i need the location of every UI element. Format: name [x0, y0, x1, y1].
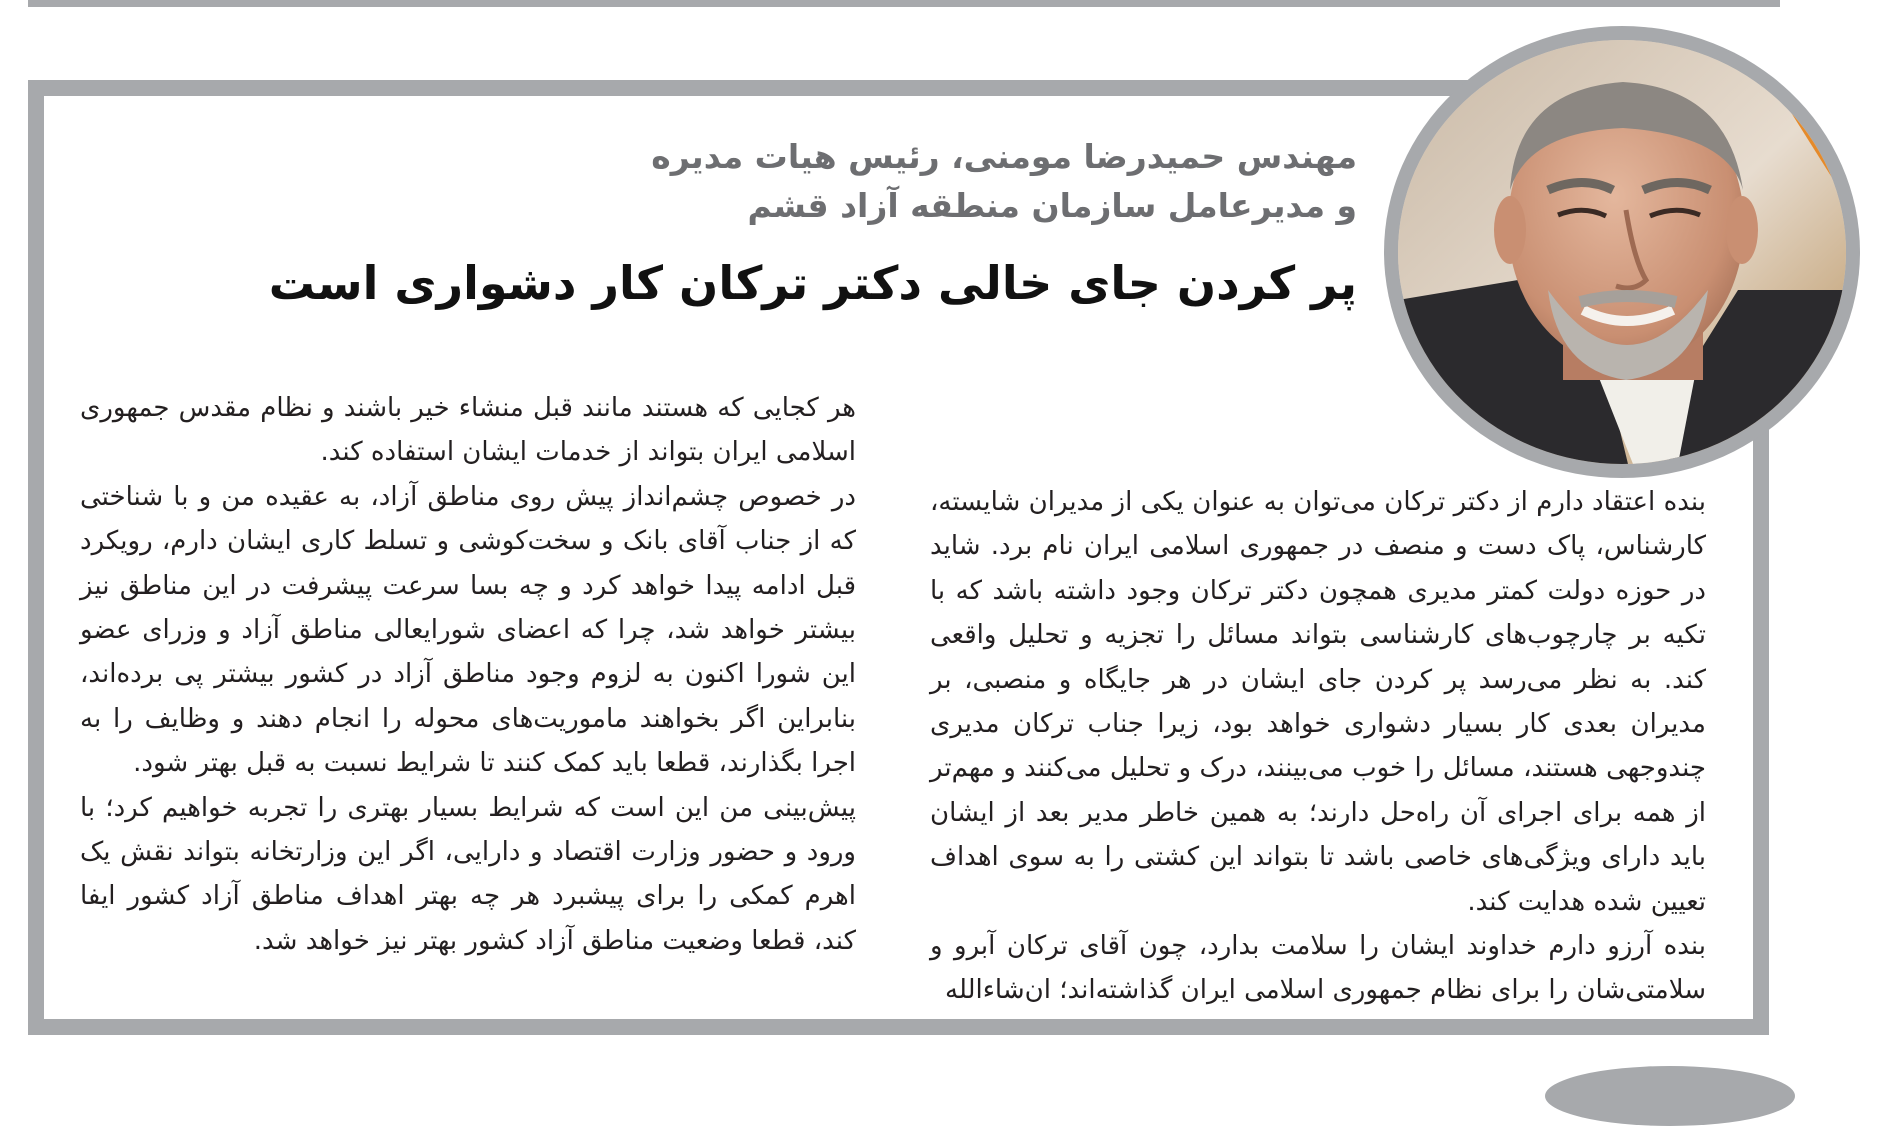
next-article-arc — [1545, 1066, 1795, 1126]
portrait-photo — [1398, 40, 1846, 464]
body-paragraph: پیش‌بینی من این است که شرایط بسیار بهتری را تجربه خواهیم کرد؛ با ورود و حضور وزارت اقتصاد و دارایی، اگر این وزارتخانه بتواند نقش یک اهرم کمکی را برای پیشبرد هر چه بهتر اهداف مناطق آزاد کشور ایفا کند، قطعا وضعیت مناطق آزاد کشور بهتر نیز خواهد شد. — [80, 792, 856, 956]
body-column-right — [930, 480, 1706, 1013]
caption-line: مهندس حمیدرضا مومنی، رئیس هیات مدیره — [651, 137, 1357, 176]
caption-line: و مدیرعامل سازمان منطقه آزاد قشم — [747, 186, 1357, 225]
body-paragraph: بنده اعتقاد دارم از دکتر ترکان می‌توان به عنوان یکی از مدیران شایسته، کارشناس، پاک دست و منصف در جمهوری اسلامی ایران نام برد. شاید در حوزه دولت کمتر مدیری همچون دکتر ترکان وجود داشته باشد که با تکیه بر چارچوب‌های کارشناسی بتواند مسائل را تجزیه و تحلیل واقعی کند. به نظر می‌رسد پر کردن جای ایشان در هر جایگاه و منصبی، بر مدیران بعدی کار بسیار دشواری خواهد بود، زیرا جناب ترکان مدیری چندوجهی هستند، مسائل را خوب می‌بینند، درک و تحلیل می‌کنند و مهم‌تر از همه برای اجرای آن راه‌حل دارند؛ به همین خاطر مدیر بعد از ایشان باید دارای ویژگی‌های خاصی باشد تا بتواند این کشتی را به سوی اهداف تعیین شده هدایت کند. — [930, 487, 1706, 917]
body-paragraph: در خصوص چشم‌انداز پیش روی مناطق آزاد، به عقیده من و با شناختی که از جناب آقای بانک و سخت‌کوشی و تسلط کاری ایشان دارم، رویکرد قبل ادامه پیدا خواهد کرد و چه بسا سرعت پیشرفت در این مناطق نیز بیشتر خواهد شد، چرا که اعضای شورایعالی مناطق آزاد و وزرای عضو این شورا اکنون به لزوم وجود مناطق آزاد در کشور بیشتر پی برده‌اند، بنابراین اگر بخواهند ماموریت‌های محوله را انجام دهند و وظایف را به اجرا بگذارند، قطعا باید کمک کنند تا شرایط نسبت به قبل بهتر شود. — [80, 481, 856, 779]
body-paragraph: بنده آرزو دارم خداوند ایشان را سلامت بدارد، چون آقای ترکان آبرو و سلامتی‌شان را برای نظام جمهوری اسلامی ایران گذاشته‌اند؛ ان‌شاءالله — [930, 931, 1706, 1006]
article-headline: پر کردن جای خالی دکتر ترکان کار دشواری است — [268, 256, 1357, 310]
interviewee-caption — [457, 132, 1357, 230]
body-paragraph: هر کجایی که هستند مانند قبل منشاء خیر باشند و نظام مقدس جمهوری اسلامی ایران بتواند از خدمات ایشان استفاده کند. — [80, 393, 856, 468]
top-divider — [28, 0, 1780, 7]
body-column-left — [80, 386, 856, 963]
